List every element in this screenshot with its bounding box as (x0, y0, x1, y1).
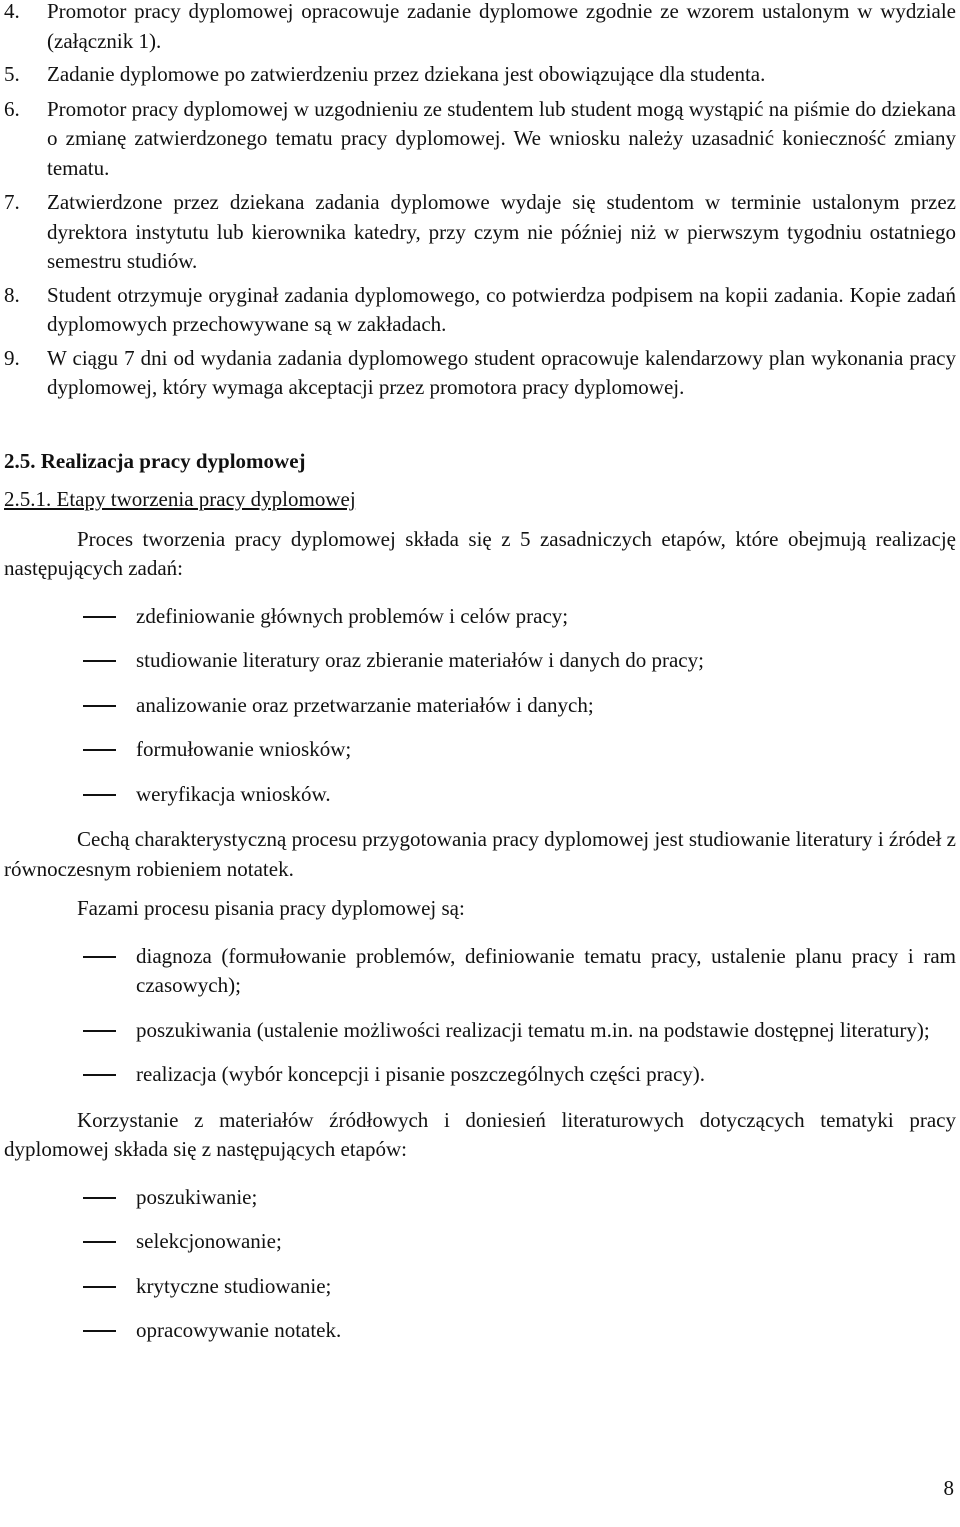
list-item (4, 1227, 956, 1257)
item-number: 9. (4, 345, 20, 370)
list-item-text: analizowanie oraz przetwarzanie materiałów i danych; (136, 692, 594, 717)
dash-bullet (83, 705, 116, 707)
list-item (4, 691, 956, 721)
dash-bullet (83, 1074, 116, 1076)
item-number: 7. (4, 190, 20, 214)
numbered-item (4, 188, 956, 277)
dash-bullet (83, 660, 116, 662)
item-text: Student otrzymuje oryginał zadania dyplomowego, co potwierdza podpisem na kopii zadania. Kopie zadań dyplomowych przechowywane są w zakładach. (47, 282, 956, 336)
dash-bullet (83, 1030, 116, 1032)
list-item (4, 780, 956, 810)
paragraph-intro: Proces tworzenia pracy dyplomowej składa się z 5 zasadniczych etapów, które obejmują realizację następujących zadań: (4, 526, 956, 580)
list-item (4, 1016, 956, 1046)
list-item-text: formułowanie wniosków; (136, 737, 352, 761)
list-item-text: weryfikacja wniosków. (136, 781, 331, 806)
paragraph-characteristic: Cechą charakterystyczną procesu przygotowania pracy dyplomowej jest studiowanie literatury i źródeł z równoczesnym robieniem notatek. (4, 827, 956, 881)
item-number: 6. (4, 96, 20, 121)
list-item (4, 942, 956, 1001)
dash-bullet (83, 616, 116, 618)
dash-bullet (83, 956, 116, 958)
list-item (4, 646, 956, 676)
numbered-item (4, 95, 956, 184)
list-item-text: realizacja (wybór koncepcji i pisanie poszczególnych części pracy). (136, 1062, 706, 1086)
list-item (4, 1183, 956, 1213)
list-item-text: krytyczne studiowanie; (136, 1273, 332, 1298)
numbered-item (4, 281, 956, 340)
list-item (4, 735, 956, 765)
list-item-text: poszukiwanie; (136, 1184, 258, 1209)
dash-bullet (83, 749, 116, 751)
list-item-text: diagnoza (formułowanie problemów, definiowanie tematu pracy, ustalenie planu pracy i ram czasowych); (136, 943, 956, 997)
item-number: 5. (4, 62, 20, 86)
paragraph-phases: Fazami procesu pisania pracy dyplomowej są: (77, 896, 465, 920)
paragraph-sources: Korzystanie z materiałów źródłowych i doniesień literaturowych dotyczących tematyki pracy dyplomowej składa się z następujących etapów: (4, 1107, 956, 1161)
list-item-text: opracowywanie notatek. (136, 1318, 342, 1342)
dash-bullet (83, 794, 116, 796)
sources-list (4, 1183, 956, 1346)
subsection-heading: 2.5.1. Etapy tworzenia pracy dyplomowej (4, 487, 356, 511)
list-item (4, 1060, 956, 1090)
stages-list (4, 602, 956, 810)
numbered-item (4, 60, 956, 90)
dash-bullet (83, 1286, 116, 1288)
list-item (4, 602, 956, 632)
phases-list (4, 942, 956, 1090)
list-item-text: zdefiniowanie głównych problemów i celów pracy; (136, 603, 569, 628)
item-text: W ciągu 7 dni od wydania zadania dyplomowego student opracowuje kalendarzowy plan wykonania pracy dyplomowej, który wymaga akceptacji przez promotora pracy dyplomowej. (47, 345, 956, 399)
dash-bullet (83, 1197, 116, 1199)
item-text: Zatwierdzone przez dziekana zadania dyplomowe wydaje się studentom w terminie ustalonym przez dyrektora instytutu lub kierownika katedry, przy czym nie później niż w pierwszym tygodniu ostatniego semestru studiów. (47, 190, 956, 273)
list-item (4, 1316, 956, 1346)
list-item-text: selekcjonowanie; (136, 1229, 282, 1253)
list-item-text: studiowanie literatury oraz zbieranie materiałów i danych do pracy; (136, 648, 704, 672)
dash-bullet (83, 1241, 116, 1243)
item-number: 4. (4, 0, 20, 23)
section-heading: 2.5. Realizacja pracy dyplomowej (4, 448, 306, 473)
numbered-item (4, 0, 956, 56)
item-text: Promotor pracy dyplomowej opracowuje zadanie dyplomowe zgodnie ze wzorem ustalonym w wydziale (załącznik 1). (47, 0, 956, 53)
item-text: Promotor pracy dyplomowej w uzgodnieniu ze studentem lub student mogą wystąpić na piśmie do dziekana o zmianę zatwierdzonego tematu pracy dyplomowej. We wniosku należy uzasadnić konieczność zmiany tematu. (47, 96, 956, 180)
page-number: 8 (943, 1476, 954, 1500)
list-item-text: poszukiwania (ustalenie możliwości realizacji tematu m.in. na podstawie dostępnej literatury); (136, 1017, 930, 1042)
item-number: 8. (4, 282, 20, 307)
item-text: Zadanie dyplomowe po zatwierdzeniu przez dziekana jest obowiązujące dla studenta. (47, 62, 766, 86)
dash-bullet (83, 1330, 116, 1332)
numbered-item (4, 344, 956, 403)
list-item (4, 1272, 956, 1302)
